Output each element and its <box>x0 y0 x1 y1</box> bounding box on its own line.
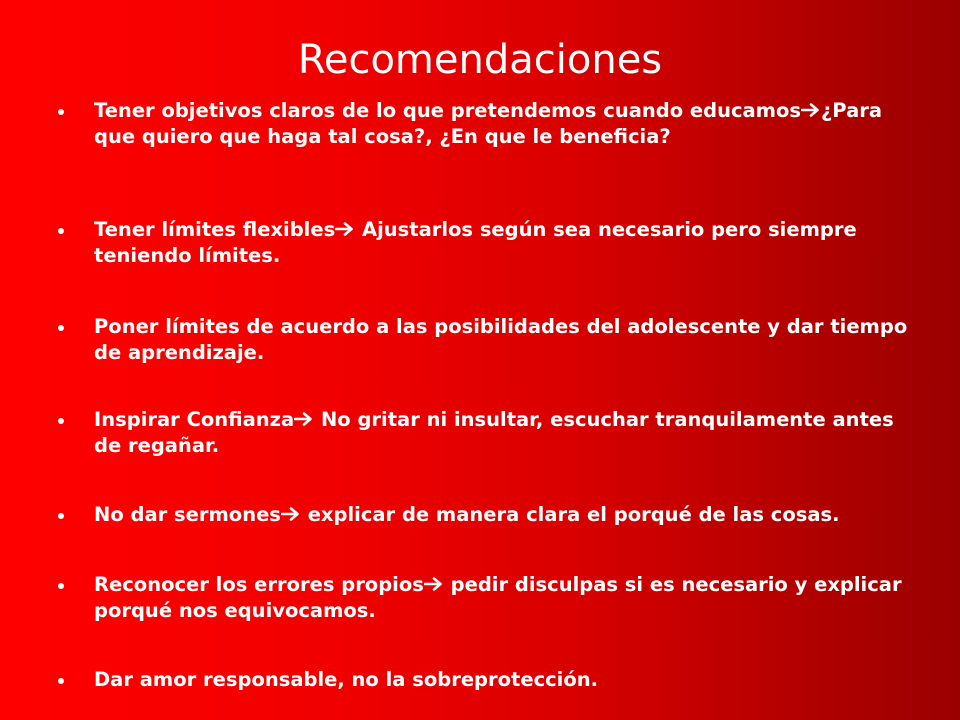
bullet-lead-text: Poner límites de acuerdo a las posibilidades del adolescente y dar tiempo de aprendizaje. <box>94 315 908 364</box>
bullet-item <box>58 667 598 693</box>
bullet-dot-icon <box>58 418 64 424</box>
right-arrow-icon <box>294 411 314 427</box>
right-arrow-icon <box>424 576 444 592</box>
bullet-dot-icon <box>58 513 64 519</box>
slide-title: Recomendaciones <box>297 37 663 83</box>
bullet-dot-icon <box>58 678 64 684</box>
bullet-rest-text: Ajustarlos según sea necesario pero siempre teniendo límites. <box>94 218 857 267</box>
bullet-lead-text: Reconocer los errores propios <box>94 573 424 596</box>
bullet-item <box>58 502 840 528</box>
right-arrow-icon <box>335 221 355 237</box>
bullet-lead-text: Inspirar Confianza <box>94 408 295 431</box>
bullet-rest-text: No gritar ni insultar, escuchar tranquilamente antes de regañar. <box>94 408 894 457</box>
bullet-lead-text: No dar sermones <box>94 503 281 526</box>
bullet-dot-icon <box>58 228 64 234</box>
bullet-lead-text: Tener límites flexibles <box>94 218 336 241</box>
bullet-item <box>58 314 908 365</box>
right-arrow-icon <box>281 506 301 522</box>
bullet-item <box>58 572 908 623</box>
right-arrow-icon <box>801 102 821 118</box>
bullet-lead-text: Dar amor responsable, no la sobreprotección. <box>94 668 599 691</box>
bullet-item <box>58 217 908 268</box>
bullet-item <box>58 407 908 458</box>
bullet-item <box>58 98 908 149</box>
bullet-rest-text: explicar de manera clara el porqué de las cosas. <box>300 503 840 526</box>
bullet-dot-icon <box>58 325 64 331</box>
bullet-rest-text: ¿Para que quiero que haga tal cosa?, ¿En que le beneficia? <box>94 99 883 148</box>
bullet-dot-icon <box>58 109 64 115</box>
bullet-dot-icon <box>58 583 64 589</box>
bullet-rest-text: pedir disculpas si es necesario y explicar porqué nos equivocamos. <box>94 573 902 622</box>
bullet-lead-text: Tener objetivos claros de lo que pretendemos cuando educamos <box>94 99 801 122</box>
